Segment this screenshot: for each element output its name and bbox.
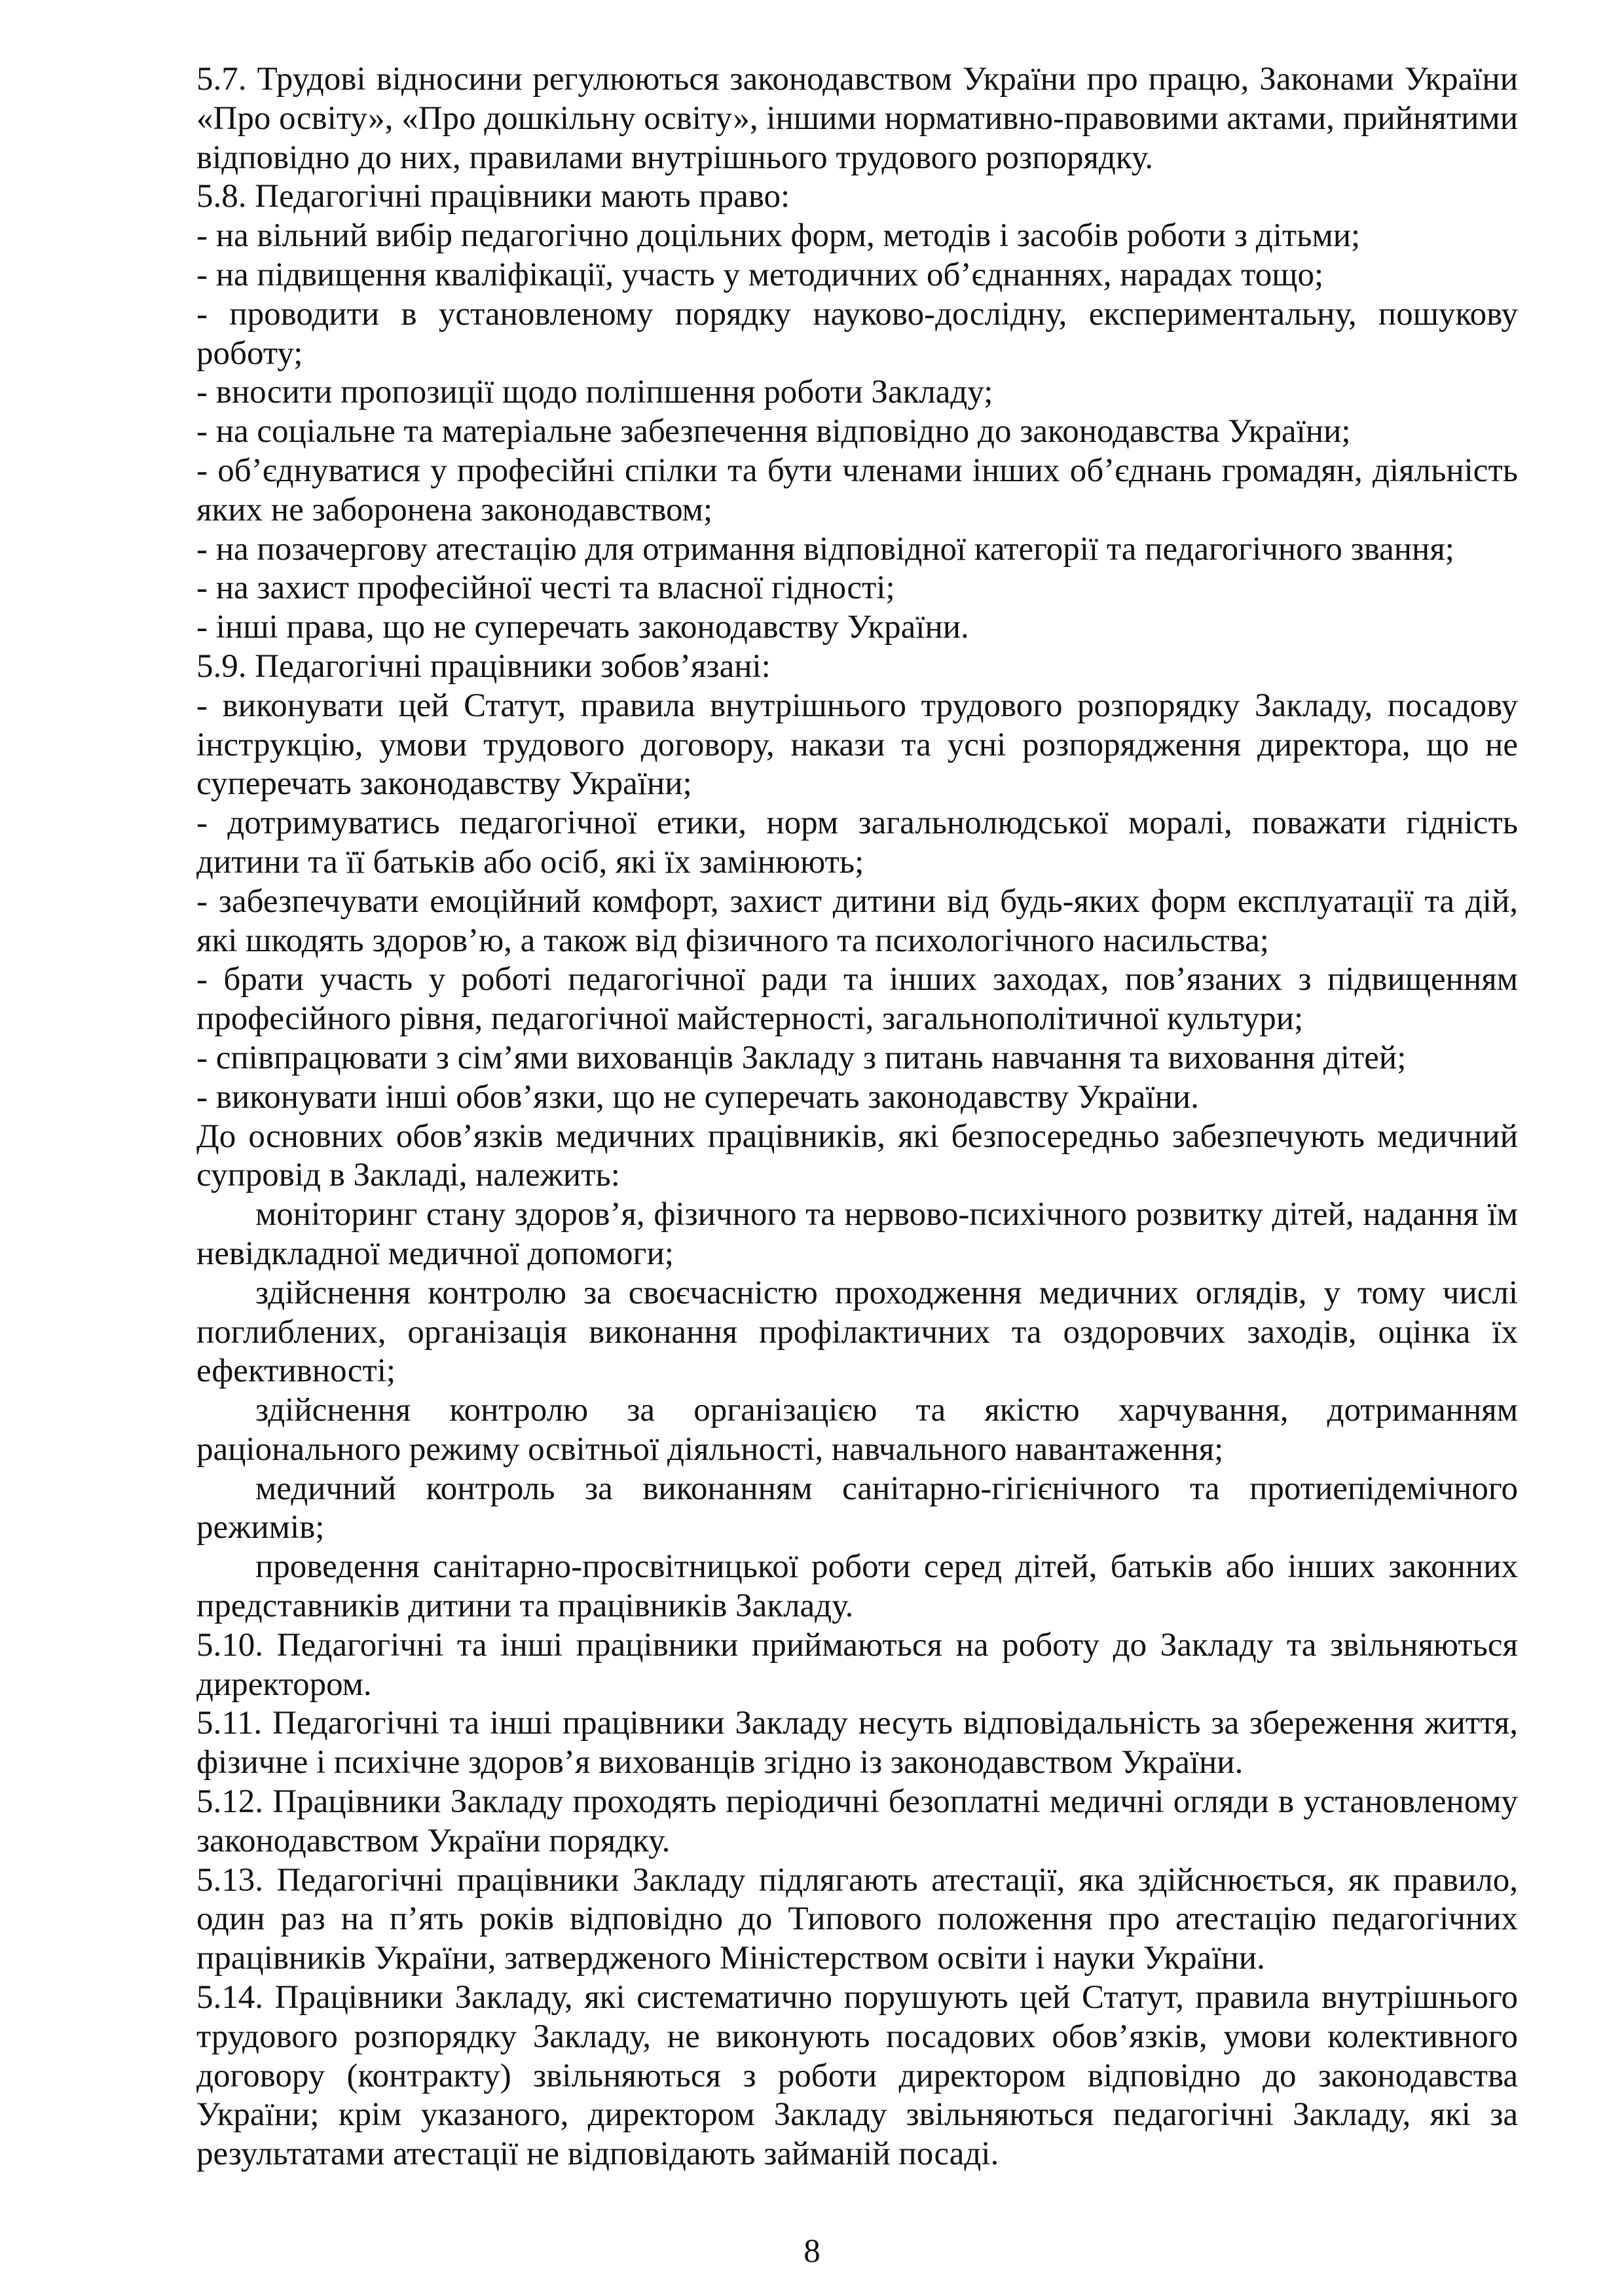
paragraph: - на вільний вибір педагогічно доцільних форм, методів і засобів роботи з дітьми; <box>196 217 1361 255</box>
paragraph: - на підвищення кваліфікації, участь у методичних об’єднаннях, нарадах тощо; <box>196 256 1324 293</box>
paragraph: - дотримуватись педагогічної етики, норм загальнолюдської моралі, поважати гідність дитини та її батьків або осіб, які їх замінюють; <box>196 805 1518 881</box>
paragraph: - виконувати інші обов’язки, що не суперечать законодавству України. <box>196 1078 1199 1116</box>
paragraph: - вносити пропозиції щодо поліпшення роботи Закладу; <box>196 374 993 411</box>
paragraph: До основних обов’язків медичних працівників, які безпосередньо забезпечують медичний супровід в Закладі, належить: <box>196 1118 1518 1194</box>
paragraph: 5.10. Педагогічні та інші працівники приймаються на роботу до Закладу та звільняються директором. <box>196 1626 1518 1703</box>
document-body <box>196 60 1518 2174</box>
paragraph: 5.9. Педагогічні працівники зобов’язані: <box>196 647 771 685</box>
paragraph: - забезпечувати емоційний комфорт, захист дитини від будь-яких форм експлуатації та дій, які шкодять здоров’ю, а також від фізичного та психологічного насильства; <box>196 883 1518 959</box>
paragraph: здійснення контролю за організацією та якістю харчування, дотриманням раціонального режиму освітньої діяльності, навчального навантаження; <box>196 1392 1518 1468</box>
paragraph: 5.12. Працівники Закладу проходять періодичні безоплатні медичні огляди в установленому законодавством України порядку. <box>196 1783 1518 1859</box>
page-number: 8 <box>803 2233 821 2270</box>
paragraph: 5.11. Педагогічні та інші працівники Закладу несуть відповідальність за збереження життя, фізичне і психічне здоров’я вихованців згідно із законодавством України. <box>196 1705 1518 1781</box>
paragraph: - інші права, що не суперечать законодавству України. <box>196 609 969 646</box>
paragraph: - на захист професійної честі та власної гідності; <box>196 570 895 607</box>
paragraph: моніторинг стану здоров’я, фізичного та нервово-психічного розвитку дітей, надання їм невідкладної медичної допомоги; <box>196 1196 1518 1272</box>
paragraph: - проводити в установленому порядку науково-дослідну, експериментальну, пошукову роботу; <box>196 295 1518 372</box>
paragraph: медичний контроль за виконанням санітарно-гігієнічного та протиепідемічного режимів; <box>196 1470 1518 1546</box>
paragraph: - виконувати цей Статут, правила внутрішнього трудового розпорядку Закладу, посадову інструкцію, умови трудового договору, накази та усні розпорядження директора, що не суперечать законодавству України; <box>196 687 1518 803</box>
paragraph: 5.8. Педагогічні працівники мають право: <box>196 178 790 215</box>
paragraph: 5.7. Трудові відносини регулюються законодавством України про працю, Законами України «Про освіту», «Про дошкільну освіту», іншими нормативно-правовими актами, прийнятими відповідно до них, правилами внутрішнього трудового розпорядку. <box>196 61 1518 176</box>
paragraph: - співпрацювати з сім’ями вихованців Закладу з питань навчання та виховання дітей; <box>196 1039 1407 1076</box>
paragraph: - на соціальне та матеріальне забезпечення відповідно до законодавства України; <box>196 413 1351 450</box>
paragraph: - брати участь у роботі педагогічної ради та інших заходах, пов’язаних з підвищенням професійного рівня, педагогічної майстерності, загальнополітичної культури; <box>196 961 1518 1038</box>
paragraph: 5.14. Працівники Закладу, які систематично порушують цей Статут, правила внутрішнього трудового розпорядку Закладу, не виконують посадових обов’язків, умови колективного договору (контракту) звільняються з роботи директором відповідно до законодавства України; крім указаного, директором Закладу звільняються педагогічні Закладу, які за результатами атестації не відповідають займаній посаді. <box>196 1979 1518 2173</box>
paragraph: - об’єднуватися у професійні спілки та бути членами інших об’єднань громадян, діяльність яких не заборонена законодавством; <box>196 452 1518 528</box>
paragraph: - на позачергову атестацію для отримання відповідної категорії та педагогічного звання; <box>196 530 1454 568</box>
paragraph: 5.13. Педагогічні працівники Закладу підлягають атестації, яка здійснюється, як правило, один раз на п’ять років відповідно до Типового положення про атестацію педагогічних працівників України, затвердженого Міністерством освіти і науки України. <box>196 1861 1518 1977</box>
paragraph: проведення санітарно-просвітницької роботи серед дітей, батьків або інших законних представників дитини та працівників Закладу. <box>196 1548 1518 1625</box>
paragraph: здійснення контролю за своєчасністю проходження медичних оглядів, у тому числі поглиблених, організація виконання профілактичних та оздоровчих заходів, оцінка їх ефективності; <box>196 1274 1518 1390</box>
